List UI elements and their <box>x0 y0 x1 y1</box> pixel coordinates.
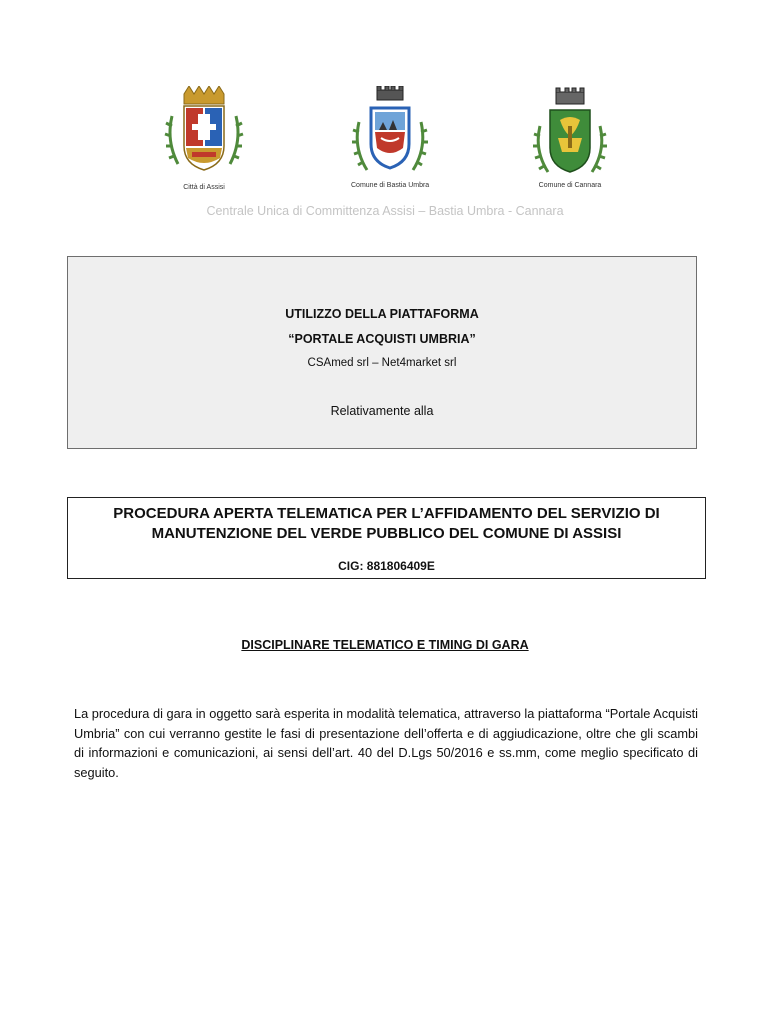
procedure-box <box>67 497 706 579</box>
bastia-crest-label: Comune di Bastia Umbra <box>351 182 430 189</box>
cannara-coat-of-arms-icon <box>532 86 608 184</box>
platform-relative-line: Relativamente alla <box>330 404 434 418</box>
procedure-title-line1: PROCEDURA APERTA TELEMATICA PER L’AFFIDAMENTO DEL SERVIZIO DI <box>113 505 660 522</box>
platform-provider-line: CSAmed srl – Net4market srl <box>307 357 457 369</box>
platform-info-box <box>67 256 697 449</box>
platform-title-line: UTILIZZO DELLA PIATTAFORMA <box>285 307 479 321</box>
section-heading: DISCIPLINARE TELEMATICO E TIMING DI GARA <box>241 638 529 652</box>
cannara-crest <box>532 86 608 194</box>
cig-code: CIG: 881806409E <box>338 559 435 573</box>
procedure-title-line2: MANUTENZIONE DEL VERDE PUBBLICO DEL COMUNE DI ASSISI <box>151 525 622 542</box>
bastia-coat-of-arms-icon <box>351 86 429 184</box>
cuc-subtitle: Centrale Unica di Committenza Assisi – Bastia Umbra - Cannara <box>206 204 564 218</box>
body-paragraph: La procedura di gara in oggetto sarà esperita in modalità telematica, attraverso la piattaforma “Portale Acquisti Umbria” con cui verranno gestite le fasi di presentazione dell’offerta e di aggiudicazione, oltre che gli scambi di informazioni e comunicazioni, ai sensi dell’art. 40 del D.Lgs 50/2016 e ss.mm, come meglio specificato di seguito. <box>74 706 698 780</box>
bastia-crest <box>351 86 429 194</box>
assisi-coat-of-arms-icon <box>162 86 246 182</box>
platform-name-line: “PORTALE ACQUISTI UMBRIA” <box>288 332 476 346</box>
assisi-crest-label: Città di Assisi <box>183 184 225 191</box>
cannara-crest-label: Comune di Cannara <box>538 182 602 189</box>
assisi-crest <box>162 86 246 196</box>
